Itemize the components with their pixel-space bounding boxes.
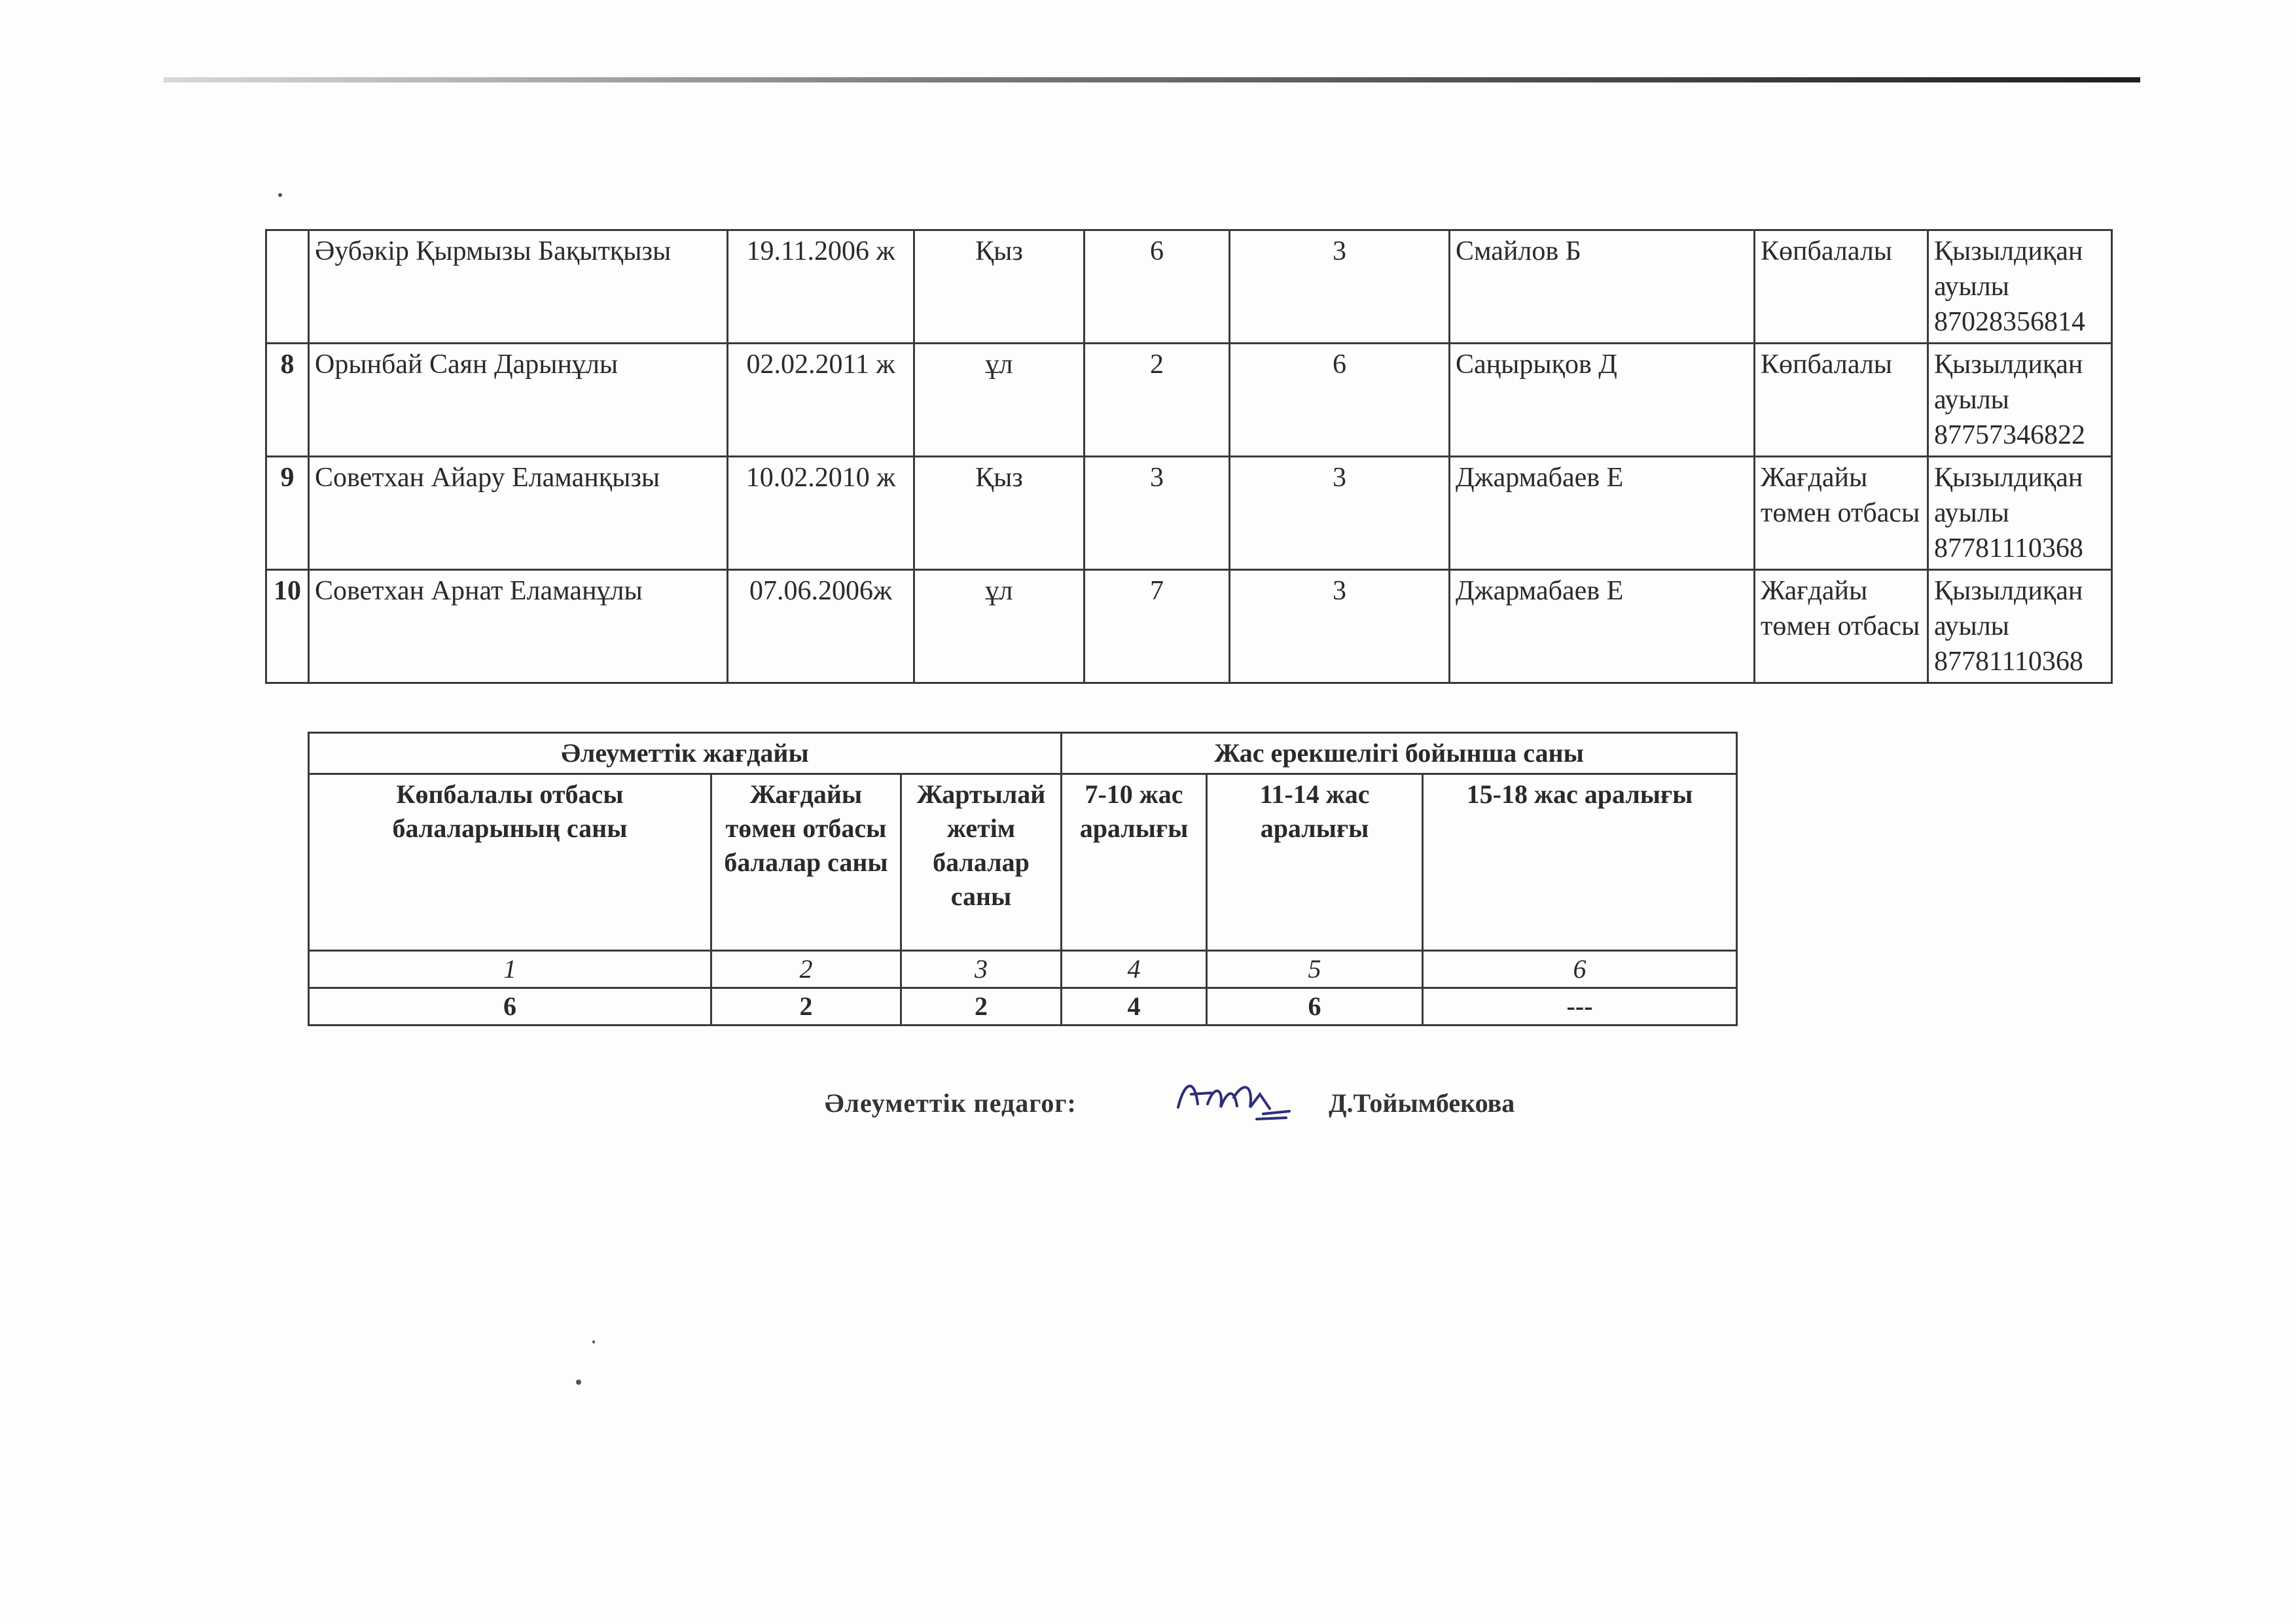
index-cell: 3 — [901, 951, 1062, 988]
index-cell: 2 — [711, 951, 901, 988]
teacher-name: Смайлов Б — [1450, 230, 1755, 344]
row-number: 8 — [266, 344, 309, 457]
address-phone — [1928, 570, 2112, 683]
address-phone — [1928, 457, 2112, 570]
col-many-children: Көпбалалы отбасы балаларының саны — [309, 774, 711, 951]
address-line: ауылы — [1934, 611, 2009, 641]
col-low-income: Жағдайы төмен отбасы балалар саны — [711, 774, 901, 951]
col-age-7-10: 7-10 жас аралығы — [1062, 774, 1207, 951]
address-phone — [1928, 230, 2112, 344]
value-cell: 2 — [901, 988, 1062, 1026]
value-2: 3 — [1230, 230, 1450, 344]
social-group-header: Әлеуметтік жағдайы — [309, 733, 1062, 774]
gender: ұл — [914, 570, 1085, 683]
student-name: Советхан Арнат Еламанұлы — [309, 570, 728, 683]
family-status: Көпбалалы — [1755, 230, 1928, 344]
address-line: 87781110368 — [1934, 533, 2083, 563]
address-line: ауылы — [1934, 272, 2009, 302]
student-row — [266, 344, 2112, 457]
teacher-name: Джармабаев Е — [1450, 457, 1755, 570]
address-line: 87781110368 — [1934, 647, 2083, 677]
address-line: ауылы — [1934, 498, 2009, 528]
top-rule — [164, 77, 2140, 82]
teacher-name: Саңырықов Д — [1450, 344, 1755, 457]
family-status: Көпбалалы — [1755, 344, 1928, 457]
row-number: 9 — [266, 457, 309, 570]
row-number: 10 — [266, 570, 309, 683]
summary-group-row — [309, 733, 1737, 774]
teacher-name: Джармабаев Е — [1450, 570, 1755, 683]
signature-role: Әлеуметтік педагог: — [825, 1088, 1077, 1118]
value-cell: --- — [1423, 988, 1737, 1026]
summary-header-row — [309, 774, 1737, 951]
family-status: Жағдайы төмен отбасы — [1755, 570, 1928, 683]
gender: ұл — [914, 344, 1085, 457]
family-status: Жағдайы төмен отбасы — [1755, 457, 1928, 570]
value-cell: 6 — [309, 988, 711, 1026]
summary-table — [308, 732, 1738, 1026]
student-name: Әубәкір Қырмызы Бақытқызы — [309, 230, 728, 344]
value-1: 6 — [1085, 230, 1230, 344]
value-2: 6 — [1230, 344, 1450, 457]
birth-date: 19.11.2006 ж — [728, 230, 914, 344]
address-line: Қызылдиқан — [1934, 349, 2083, 380]
address-line: 87757346822 — [1934, 420, 2085, 450]
value-2: 3 — [1230, 457, 1450, 570]
student-row — [266, 457, 2112, 570]
birth-date: 07.06.2006ж — [728, 570, 914, 683]
col-age-11-14: 11-14 жас аралығы — [1207, 774, 1423, 951]
scan-speck — [576, 1380, 581, 1385]
value-2: 3 — [1230, 570, 1450, 683]
student-name: Советхан Айару Еламанқызы — [309, 457, 728, 570]
address-line: Қызылдиқан — [1934, 236, 2083, 266]
address-phone — [1928, 344, 2112, 457]
row-number — [266, 230, 309, 344]
address-line: Қызылдиқан — [1934, 463, 2083, 493]
value-cell: 4 — [1062, 988, 1207, 1026]
value-cell: 2 — [711, 988, 901, 1026]
address-line: Қызылдиқан — [1934, 576, 2083, 606]
student-row — [266, 570, 2112, 683]
birth-date: 02.02.2011 ж — [728, 344, 914, 457]
gender: Қыз — [914, 457, 1085, 570]
value-1: 7 — [1085, 570, 1230, 683]
value-cell: 6 — [1207, 988, 1423, 1026]
gender: Қыз — [914, 230, 1085, 344]
scan-speck — [592, 1340, 595, 1344]
students-table — [265, 229, 2113, 684]
index-cell: 1 — [309, 951, 711, 988]
index-cell: 6 — [1423, 951, 1737, 988]
age-group-header: Жас ерекшелігі бойынша саны — [1062, 733, 1737, 774]
value-1: 3 — [1085, 457, 1230, 570]
col-half-orphan: Жартылай жетім балалар саны — [901, 774, 1062, 951]
scan-speck — [278, 193, 282, 197]
address-line: 87028356814 — [1934, 307, 2085, 337]
index-cell: 5 — [1207, 951, 1423, 988]
signature-block — [825, 1080, 1610, 1132]
student-name: Орынбай Саян Дарынұлы — [309, 344, 728, 457]
index-cell: 4 — [1062, 951, 1207, 988]
signature-scribble — [1172, 1068, 1296, 1133]
address-line: ауылы — [1934, 385, 2009, 415]
col-age-15-18: 15-18 жас аралығы — [1423, 774, 1737, 951]
signature-name: Д.Тойымбекова — [1329, 1088, 1515, 1118]
summary-value-row — [309, 988, 1737, 1026]
summary-index-row — [309, 951, 1737, 988]
value-1: 2 — [1085, 344, 1230, 457]
student-row — [266, 230, 2112, 344]
birth-date: 10.02.2010 ж — [728, 457, 914, 570]
